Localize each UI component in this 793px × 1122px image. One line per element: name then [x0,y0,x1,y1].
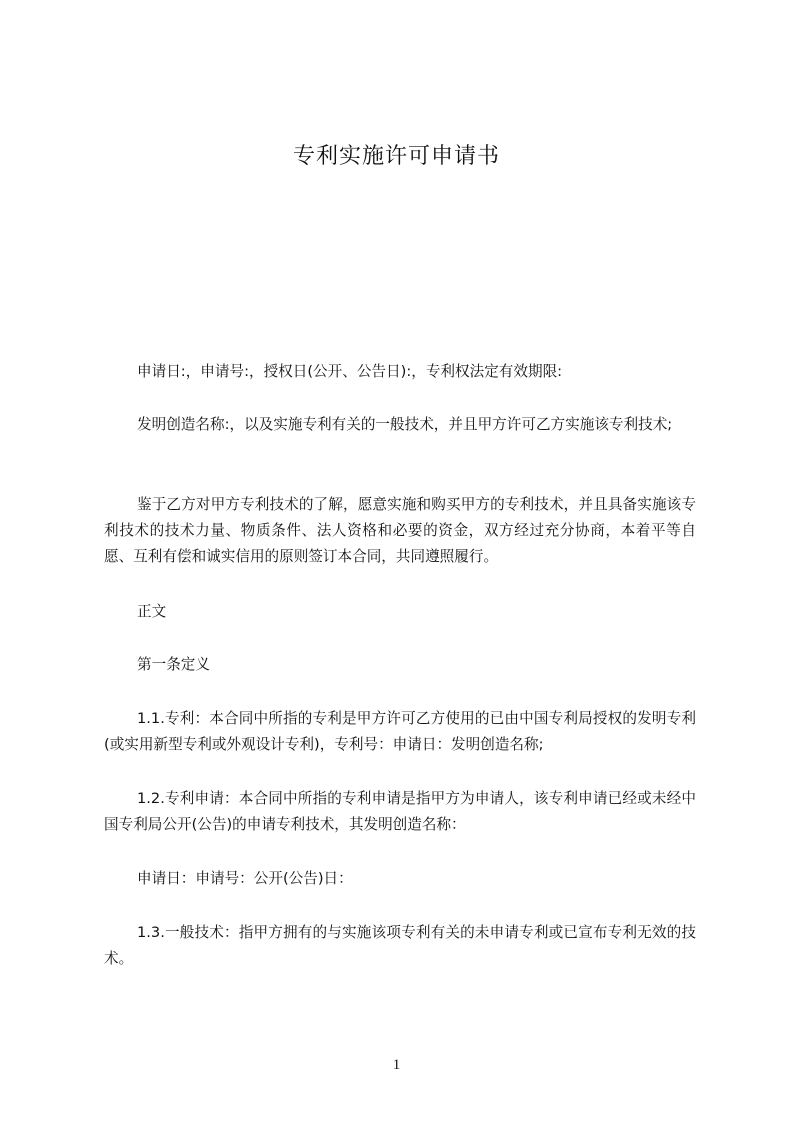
clause-1-2-paragraph: 1.2.专利申请：本合同中所指的专利申请是指甲方为申请人，该专利申请已经或未经中国专利局公开(公告)的申请专利技术，其发明创造名称： [104,790,696,833]
document-title: 专利实施许可申请书 [292,144,500,169]
invention-name-paragraph: 发明创造名称:，以及实施专利有关的一般技术，并且甲方许可乙方实施该专利技术; [137,416,673,433]
clause-1-1-paragraph: 1.1.专利：本合同中所指的专利是甲方许可乙方使用的已由中国专利局授权的发明专利(或实用新型专利或外观设计专利)，专利号：申请日：发明创造名称; [104,710,696,753]
application-info-line: 申请日:，申请号:，授权日(公开、公告日):，专利权法定有效期限: [137,363,563,380]
section-heading-body: 正文 [137,603,167,620]
clause-1-3-paragraph: 1.3.一般技术：指甲方拥有的与实施该项专利有关的未申请专利或已宣布专利无效的技术。 [104,924,696,967]
page-number: 1 [392,1057,401,1073]
preamble-paragraph: 鉴于乙方对甲方专利技术的了解，愿意实施和购买甲方的专利技术，并且具备实施该专利技术的技术力量、物质条件、法人资格和必要的资金，双方经过充分协商，本着平等自愿、互利有偿和诚实信用的原则签订本合同，共同遵照履行。 [104,496,696,565]
application-details-line: 申请日：申请号：公开(公告)日： [137,870,353,887]
article-heading-definitions: 第一条定义 [137,656,210,673]
